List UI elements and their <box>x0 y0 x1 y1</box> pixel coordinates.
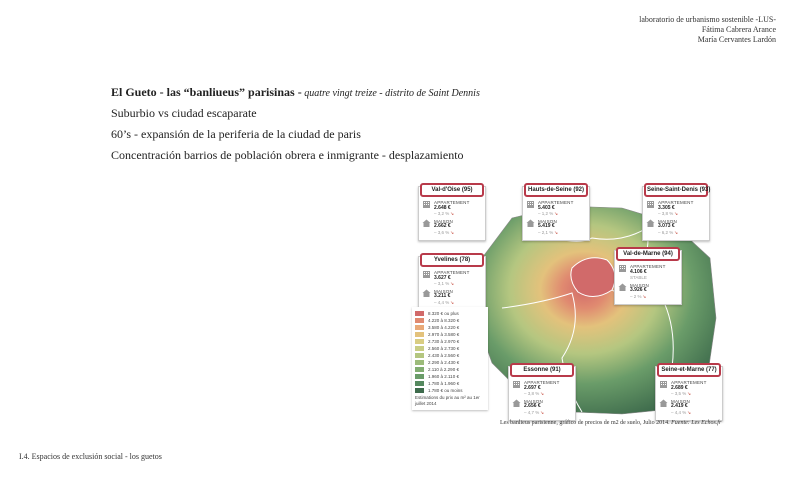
legend-label: 4.220 à 8.320 € <box>428 318 460 323</box>
appartement-label: APPARTEMENT <box>671 380 707 385</box>
maison-label: MAISON <box>434 288 453 294</box>
legend-label: 2.730 à 2.970 € <box>428 339 460 344</box>
header-lab: laboratorio de urbanismo sostenible -LUS- <box>639 15 776 24</box>
legend-label: 2.290 à 2.430 € <box>428 360 460 365</box>
appartement-row <box>618 264 678 281</box>
maison-change: – 3,6 % <box>434 229 450 235</box>
text-line-1: Suburbio vs ciudad escaparate <box>111 106 257 120</box>
maison-price: 2.656 € <box>524 403 541 409</box>
appt-change: – 3,1 % <box>434 281 450 286</box>
legend-swatch <box>415 353 424 358</box>
figure-caption <box>500 420 721 426</box>
dept-card-yvelines <box>418 256 486 311</box>
legend-swatch <box>415 339 424 344</box>
dept-name: Seine-Saint-Denis (93) <box>644 183 708 197</box>
arrow-down-icon: ↘ <box>450 281 455 286</box>
appt-change: STABLE <box>630 275 647 280</box>
building-icon <box>422 200 431 208</box>
arrow-down-icon: ↘ <box>674 229 679 235</box>
legend-swatch <box>415 311 424 316</box>
maison-change: – 2,1 % <box>538 229 554 235</box>
arrow-down-icon: ↘ <box>540 391 545 396</box>
author-header <box>639 15 776 45</box>
legend-item <box>415 332 485 337</box>
legend-item <box>415 374 485 379</box>
maison-row <box>646 219 706 236</box>
legend-swatch <box>415 360 424 365</box>
legend-swatch <box>415 318 424 323</box>
dept-card-val-d-oise <box>418 186 486 241</box>
maison-row <box>422 289 482 306</box>
legend-item <box>415 360 485 365</box>
header-author-1: Fátima Cabrera Arance <box>701 25 776 34</box>
legend-swatch <box>415 374 424 379</box>
maison-label: MAISON <box>524 398 543 404</box>
legend-label: 1.780 à 1.960 € <box>428 381 460 386</box>
appt-change: – 1,2 % <box>538 211 554 216</box>
legend-note: Estimations du prix au m² au 1er juillet 2014 <box>415 395 480 406</box>
arrow-down-icon: ↘ <box>554 229 559 235</box>
arrow-down-icon: ↘ <box>450 299 455 305</box>
maison-price: 3.926 € <box>630 287 647 293</box>
maison-price: 5.419 € <box>538 223 555 229</box>
maison-row <box>512 399 572 416</box>
building-icon <box>659 380 668 388</box>
arrow-down-icon: ↘ <box>540 409 545 415</box>
arrow-down-icon: ↘ <box>687 409 692 415</box>
legend-swatch <box>415 388 424 393</box>
maison-row <box>659 399 719 416</box>
price-legend <box>412 307 488 410</box>
appartement-label: APPARTEMENT <box>524 380 560 385</box>
maison-change: – 4,7 % <box>524 409 540 415</box>
legend-label: 2.430 à 2.560 € <box>428 353 460 358</box>
legend-label: 8.320 € ou plus <box>428 311 459 316</box>
appartement-label: APPARTEMENT <box>658 200 694 205</box>
maison-price: 2.419 € <box>671 403 688 409</box>
appt-change: – 3,8 % <box>524 391 540 396</box>
dept-name: Essonne (91) <box>510 363 574 377</box>
dept-name: Val-de-Marne (94) <box>616 247 680 261</box>
maison-row <box>618 283 678 300</box>
maison-row <box>422 219 482 236</box>
dept-card-hauts-de-seine <box>522 186 590 241</box>
appartement-label: APPARTEMENT <box>630 264 666 269</box>
arrow-down-icon: ↘ <box>450 211 455 216</box>
caption-text: Les banlieus parisienne, gráfico de precios de m2 de suelo, Julio 2014. <box>500 420 670 426</box>
appt-change: – 3,2 % <box>434 211 450 216</box>
legend-swatch <box>415 332 424 337</box>
building-icon <box>422 270 431 278</box>
maison-price: 2.662 € <box>434 223 451 229</box>
building-icon <box>618 264 627 272</box>
maison-label: MAISON <box>658 218 677 224</box>
dept-card-seine-et-marne <box>655 366 723 421</box>
appt-price: 4.106 € <box>630 268 647 275</box>
appt-price: 2.648 € <box>434 204 451 211</box>
maison-change: – 2 % <box>630 293 642 299</box>
dept-name: Seine-et-Marne (77) <box>657 363 721 377</box>
legend-label: 1.780 € ou moins <box>428 388 463 393</box>
appartement-row <box>526 200 586 217</box>
legend-item <box>415 353 485 358</box>
legend-item <box>415 325 485 330</box>
arrow-down-icon: ↘ <box>554 211 559 216</box>
appt-price: 5.403 € <box>538 204 555 211</box>
dept-card-seine-saint-denis <box>642 186 710 241</box>
appartement-row <box>646 200 706 217</box>
page-footer: I.4. Espacios de exclusión social - los guetos <box>19 452 162 461</box>
house-icon <box>422 289 431 297</box>
dept-name: Hauts-de-Seine (92) <box>524 183 588 197</box>
price-map-figure <box>412 180 718 418</box>
maison-label: MAISON <box>434 218 453 224</box>
maison-label: MAISON <box>630 282 649 288</box>
text-line-3: Concentración barrios de población obrera e inmigrante - desplazamiento <box>111 148 464 162</box>
dept-card-val-de-marne <box>614 250 682 305</box>
building-icon <box>646 200 655 208</box>
legend-item <box>415 318 485 323</box>
building-icon <box>526 200 535 208</box>
house-icon <box>618 283 627 291</box>
appartement-row <box>422 200 482 217</box>
maison-change: – 4,4 % <box>671 409 687 415</box>
appartement-label: APPARTEMENT <box>434 200 470 205</box>
legend-item <box>415 339 485 344</box>
maison-label: MAISON <box>538 218 557 224</box>
arrow-down-icon: ↘ <box>687 391 692 396</box>
maison-label: MAISON <box>671 398 690 404</box>
appt-price: 3.627 € <box>434 274 451 281</box>
legend-item <box>415 388 485 393</box>
legend-swatch <box>415 381 424 386</box>
legend-item <box>415 311 485 316</box>
legend-label: 3.580 à 4.220 € <box>428 325 460 330</box>
arrow-down-icon: ↘ <box>674 211 679 216</box>
legend-item <box>415 381 485 386</box>
legend-item <box>415 346 485 351</box>
text-line-2: 60’s - expansión de la periferia de la ciudad de paris <box>111 127 361 141</box>
maison-change: – 6,2 % <box>658 229 674 235</box>
main-text <box>111 85 480 169</box>
header-author-2: María Cervantes Lardón <box>697 35 776 44</box>
arrow-down-icon: ↘ <box>642 293 647 299</box>
legend-swatch <box>415 367 424 372</box>
appartement-row <box>422 270 482 287</box>
appt-change: – 3,8 % <box>658 211 674 216</box>
legend-label: 1.960 à 2.110 € <box>428 374 459 379</box>
page-title <box>111 85 480 100</box>
legend-label: 2.970 à 3.580 € <box>428 332 460 337</box>
appt-change: – 3,5 % <box>671 391 687 396</box>
dept-card-essonne <box>508 366 576 421</box>
legend-label: 2.560 à 2.730 € <box>428 346 460 351</box>
appartement-label: APPARTEMENT <box>538 200 574 205</box>
maison-change: – 4,4 % <box>434 299 450 305</box>
caption-source: Fuente: Les Echos.fr <box>669 420 722 426</box>
appartement-label: APPARTEMENT <box>434 270 470 275</box>
legend-label: 2.110 à 2.290 € <box>428 367 459 372</box>
house-icon <box>659 399 668 407</box>
building-icon <box>512 380 521 388</box>
appartement-row <box>512 380 572 397</box>
appartement-row <box>659 380 719 397</box>
house-icon <box>646 219 655 227</box>
house-icon <box>526 219 535 227</box>
legend-swatch <box>415 346 424 351</box>
house-icon <box>512 399 521 407</box>
dept-name: Yvelines (78) <box>420 253 484 267</box>
maison-price: 3.073 € <box>658 223 675 229</box>
maison-price: 3.211 € <box>434 293 451 299</box>
house-icon <box>422 219 431 227</box>
appt-price: 2.689 € <box>671 384 688 391</box>
arrow-down-icon: ↘ <box>450 229 455 235</box>
title-italic: quatre vingt treize - distrito de Saint Dennis <box>301 88 480 99</box>
legend-swatch <box>415 325 424 330</box>
appt-price: 2.697 € <box>524 384 541 391</box>
title-bold: El Gueto - las “banliueus” parisinas - <box>111 85 302 99</box>
appt-price: 3.305 € <box>658 204 675 211</box>
dept-name: Val-d'Oise (95) <box>420 183 484 197</box>
legend-item <box>415 367 485 372</box>
maison-row <box>526 219 586 236</box>
